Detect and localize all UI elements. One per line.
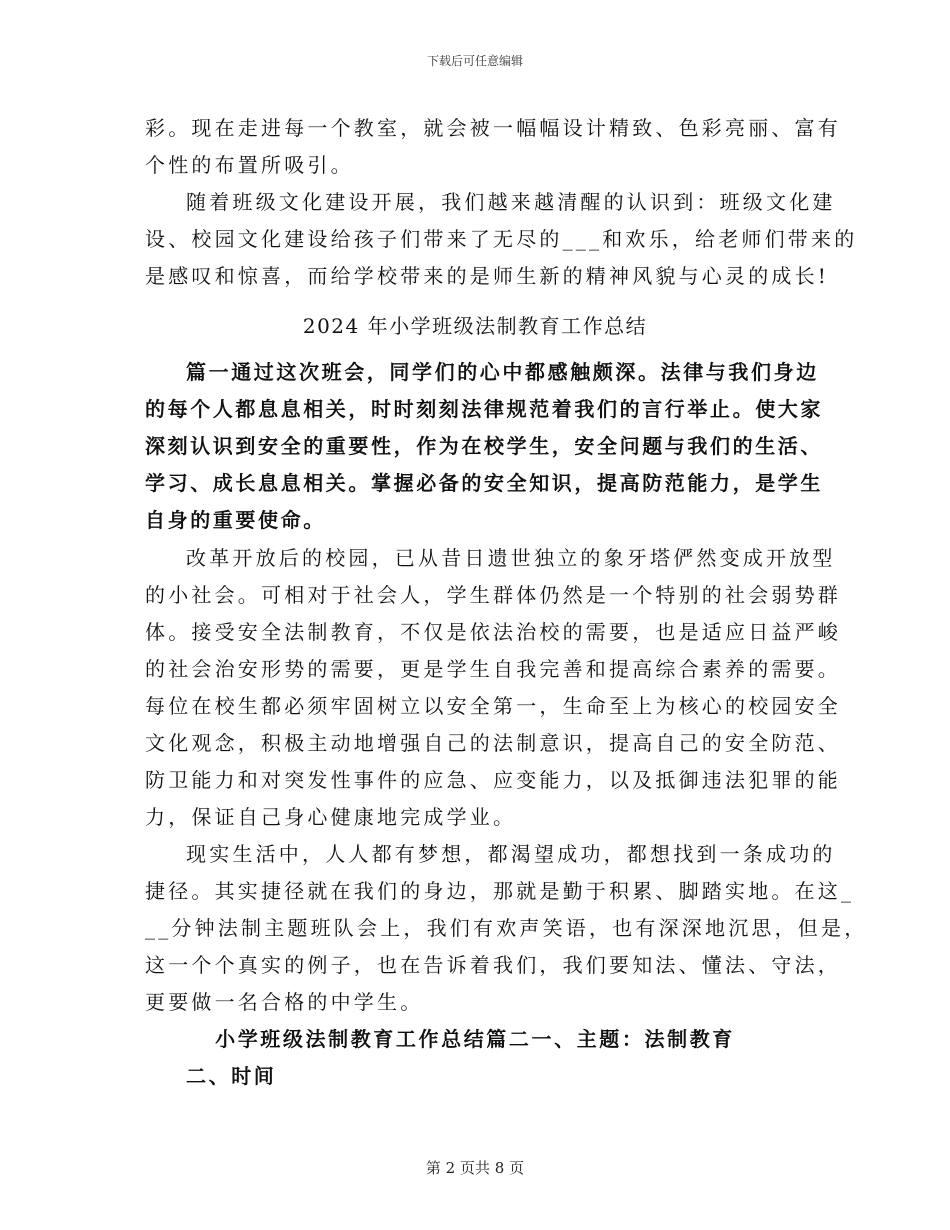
bold-line: 篇一通过这次班会，同学们的心中都感触颇深。法律与我们身边 xyxy=(186,360,819,384)
body-line: 每位在校生都必须牢固树立以安全第一，生命至上为核心的校园安全 xyxy=(145,694,841,718)
page-header: 下载后可任意编辑 xyxy=(426,54,523,68)
body-line: 改革开放后的校园，已从昔日遗世独立的象牙塔俨然变成开放型 xyxy=(186,546,836,570)
section-heading: 小学班级法制教育工作总结篇二一、主题：法制教育 xyxy=(215,1027,735,1051)
body-line: 这一个个真实的例子，也在告诉着我们，我们要知法、懂法、守法， xyxy=(145,953,841,977)
bold-line: 深刻认识到安全的重要性，作为在校学生，安全问题与我们的生活、 xyxy=(145,434,823,458)
body-line: 随着班级文化建设开展，我们越来越清醒的认识到：班级文化建 xyxy=(186,190,836,214)
bold-line: 自身的重要使命。 xyxy=(145,508,326,532)
body-line: 是感叹和惊喜，而给学校带来的是师生新的精神风貌与心灵的成长! xyxy=(145,264,830,288)
body-line: __分钟法制主题班队会上，我们有欢声笑语，也有深深地沉思，但是， xyxy=(145,916,868,940)
section-heading: 二、时间 xyxy=(186,1064,277,1088)
body-line: 设、校园文化建设给孩子们带来了无尽的___和欢乐，给老师们带来的 xyxy=(145,227,858,251)
body-line: 现实生活中，人人都有梦想，都渴望成功，都想找到一条成功的 xyxy=(186,842,836,866)
body-line: 捷径。其实捷径就在我们的身边，那就是勤于积累、脚踏实地。在这_ xyxy=(145,879,855,903)
body-line: 彩。现在走进每一个教室，就会被一幅幅设计精致、色彩亮丽、富有 xyxy=(145,116,841,140)
body-line: 文化观念，积极主动地增强自己的法制意识，提高自己的安全防范、 xyxy=(145,731,841,755)
bold-line: 的每个人都息息相关，时时刻刻法律规范着我们的言行举止。使大家 xyxy=(145,397,823,421)
bold-line: 学习、成长息息相关。掌握必备的安全知识，提高防范能力，是学生 xyxy=(145,471,823,495)
body-line: 体。接受安全法制教育，不仅是依法治校的需要，也是适应日益严峻 xyxy=(145,620,841,644)
body-line: 更要做一名合格的中学生。 xyxy=(145,990,424,1014)
body-line: 防卫能力和对突发性事件的应急、应变能力，以及抵御违法犯罪的能 xyxy=(145,768,841,792)
body-line: 的社会治安形势的需要，更是学生自我完善和提高综合素养的需要。 xyxy=(145,657,841,681)
section-title: 2024 年小学班级法制教育工作总结 xyxy=(302,314,648,338)
body-line: 力，保证自己身心健康地完成学业。 xyxy=(145,805,517,829)
body-line: 个性的布置所吸引。 xyxy=(145,153,354,177)
body-line: 的小社会。可相对于社会人，学生群体仍然是一个特别的社会弱势群 xyxy=(145,583,841,607)
page-footer: 第 2 页共 8 页 xyxy=(425,1159,525,1177)
